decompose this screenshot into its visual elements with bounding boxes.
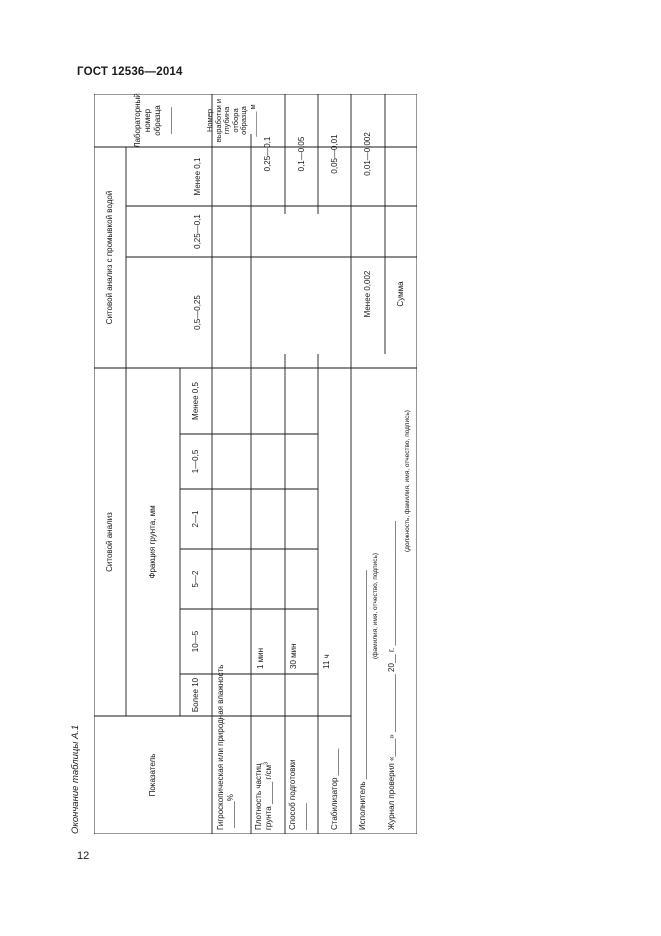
right-label-sum: Сумма — [396, 281, 405, 307]
wash-column-0-25-0-1: 0,25—0,1 — [193, 214, 202, 249]
wash-analysis-header: Ситовой анализ с промывкой водой — [105, 190, 114, 325]
sieve-column-less-0-5: Менее 0,5 — [191, 382, 200, 420]
lab-number-header: Лабораторный номер образца ______ — [133, 93, 172, 148]
right-label-0-05-0-01: 0,05—0,01 — [329, 134, 339, 174]
row-moisture-label: Гигроскопическая или природная влажность ______% — [216, 664, 235, 830]
journal-note: (должность, фамилия, имя, отчество, подпись) — [404, 410, 411, 552]
wash-column-0-5-0-25: 0,5—0,25 — [193, 295, 202, 330]
journal-check-label: Журнал проверил «____» _____________ 20__ г. ____________________________ — [387, 520, 396, 830]
right-label-less-0-002: Менее 0,002 — [363, 270, 372, 318]
page-number: 12 — [77, 850, 90, 862]
sieve-column-5-2: 5—2 — [191, 570, 200, 588]
sample-info-cell: Номер выработки и глубина отбора образца ______ м — [205, 98, 257, 143]
row-stabilizer-label: Стабилизатор ______ — [329, 748, 339, 830]
row-preparation-label: Способ подготовки ______ — [288, 759, 307, 830]
performer-label: Исполнитель _______________________________________________ — [358, 570, 367, 830]
density-sieve-value: 1 мин — [256, 647, 265, 669]
sieve-analysis-header: Ситовой анализ — [105, 512, 114, 572]
indicator-header: Показатель — [148, 753, 157, 797]
sieve-column-1-0-5: 1—0,5 — [191, 449, 200, 474]
right-label-0-1-0-05: 0,1—0,05 — [296, 136, 306, 172]
right-label-0-01-0-002: 0,01—0,002 — [363, 132, 372, 176]
sieve-column-10-5: 10—5 — [191, 630, 200, 653]
preparation-sieve-value: 30 мин — [289, 643, 298, 669]
document-header: ГОСТ 12536—2014 — [77, 66, 183, 78]
right-label-0-25-0-1: 0,25—0,1 — [263, 136, 272, 172]
table-caption: Окончание таблицы А.1 — [70, 724, 81, 834]
stabilizer-sieve-value: 11 ч — [322, 654, 331, 669]
sieve-column-2-1: 2—1 — [191, 510, 200, 528]
table-frame — [94, 94, 417, 834]
sieve-column-more-10: Более 10 — [191, 677, 200, 713]
fraction-header: Фракция грунта, мм — [148, 505, 157, 579]
performer-note: (фамилия, имя, отчество, подпись) — [372, 552, 379, 659]
wash-column-less-0-1: Менее 0,1 — [193, 157, 202, 196]
row-density-label: Плотность частиц грунта _____ $г/см^3$ — [254, 761, 273, 830]
rotated-table-container — [68, 94, 421, 834]
